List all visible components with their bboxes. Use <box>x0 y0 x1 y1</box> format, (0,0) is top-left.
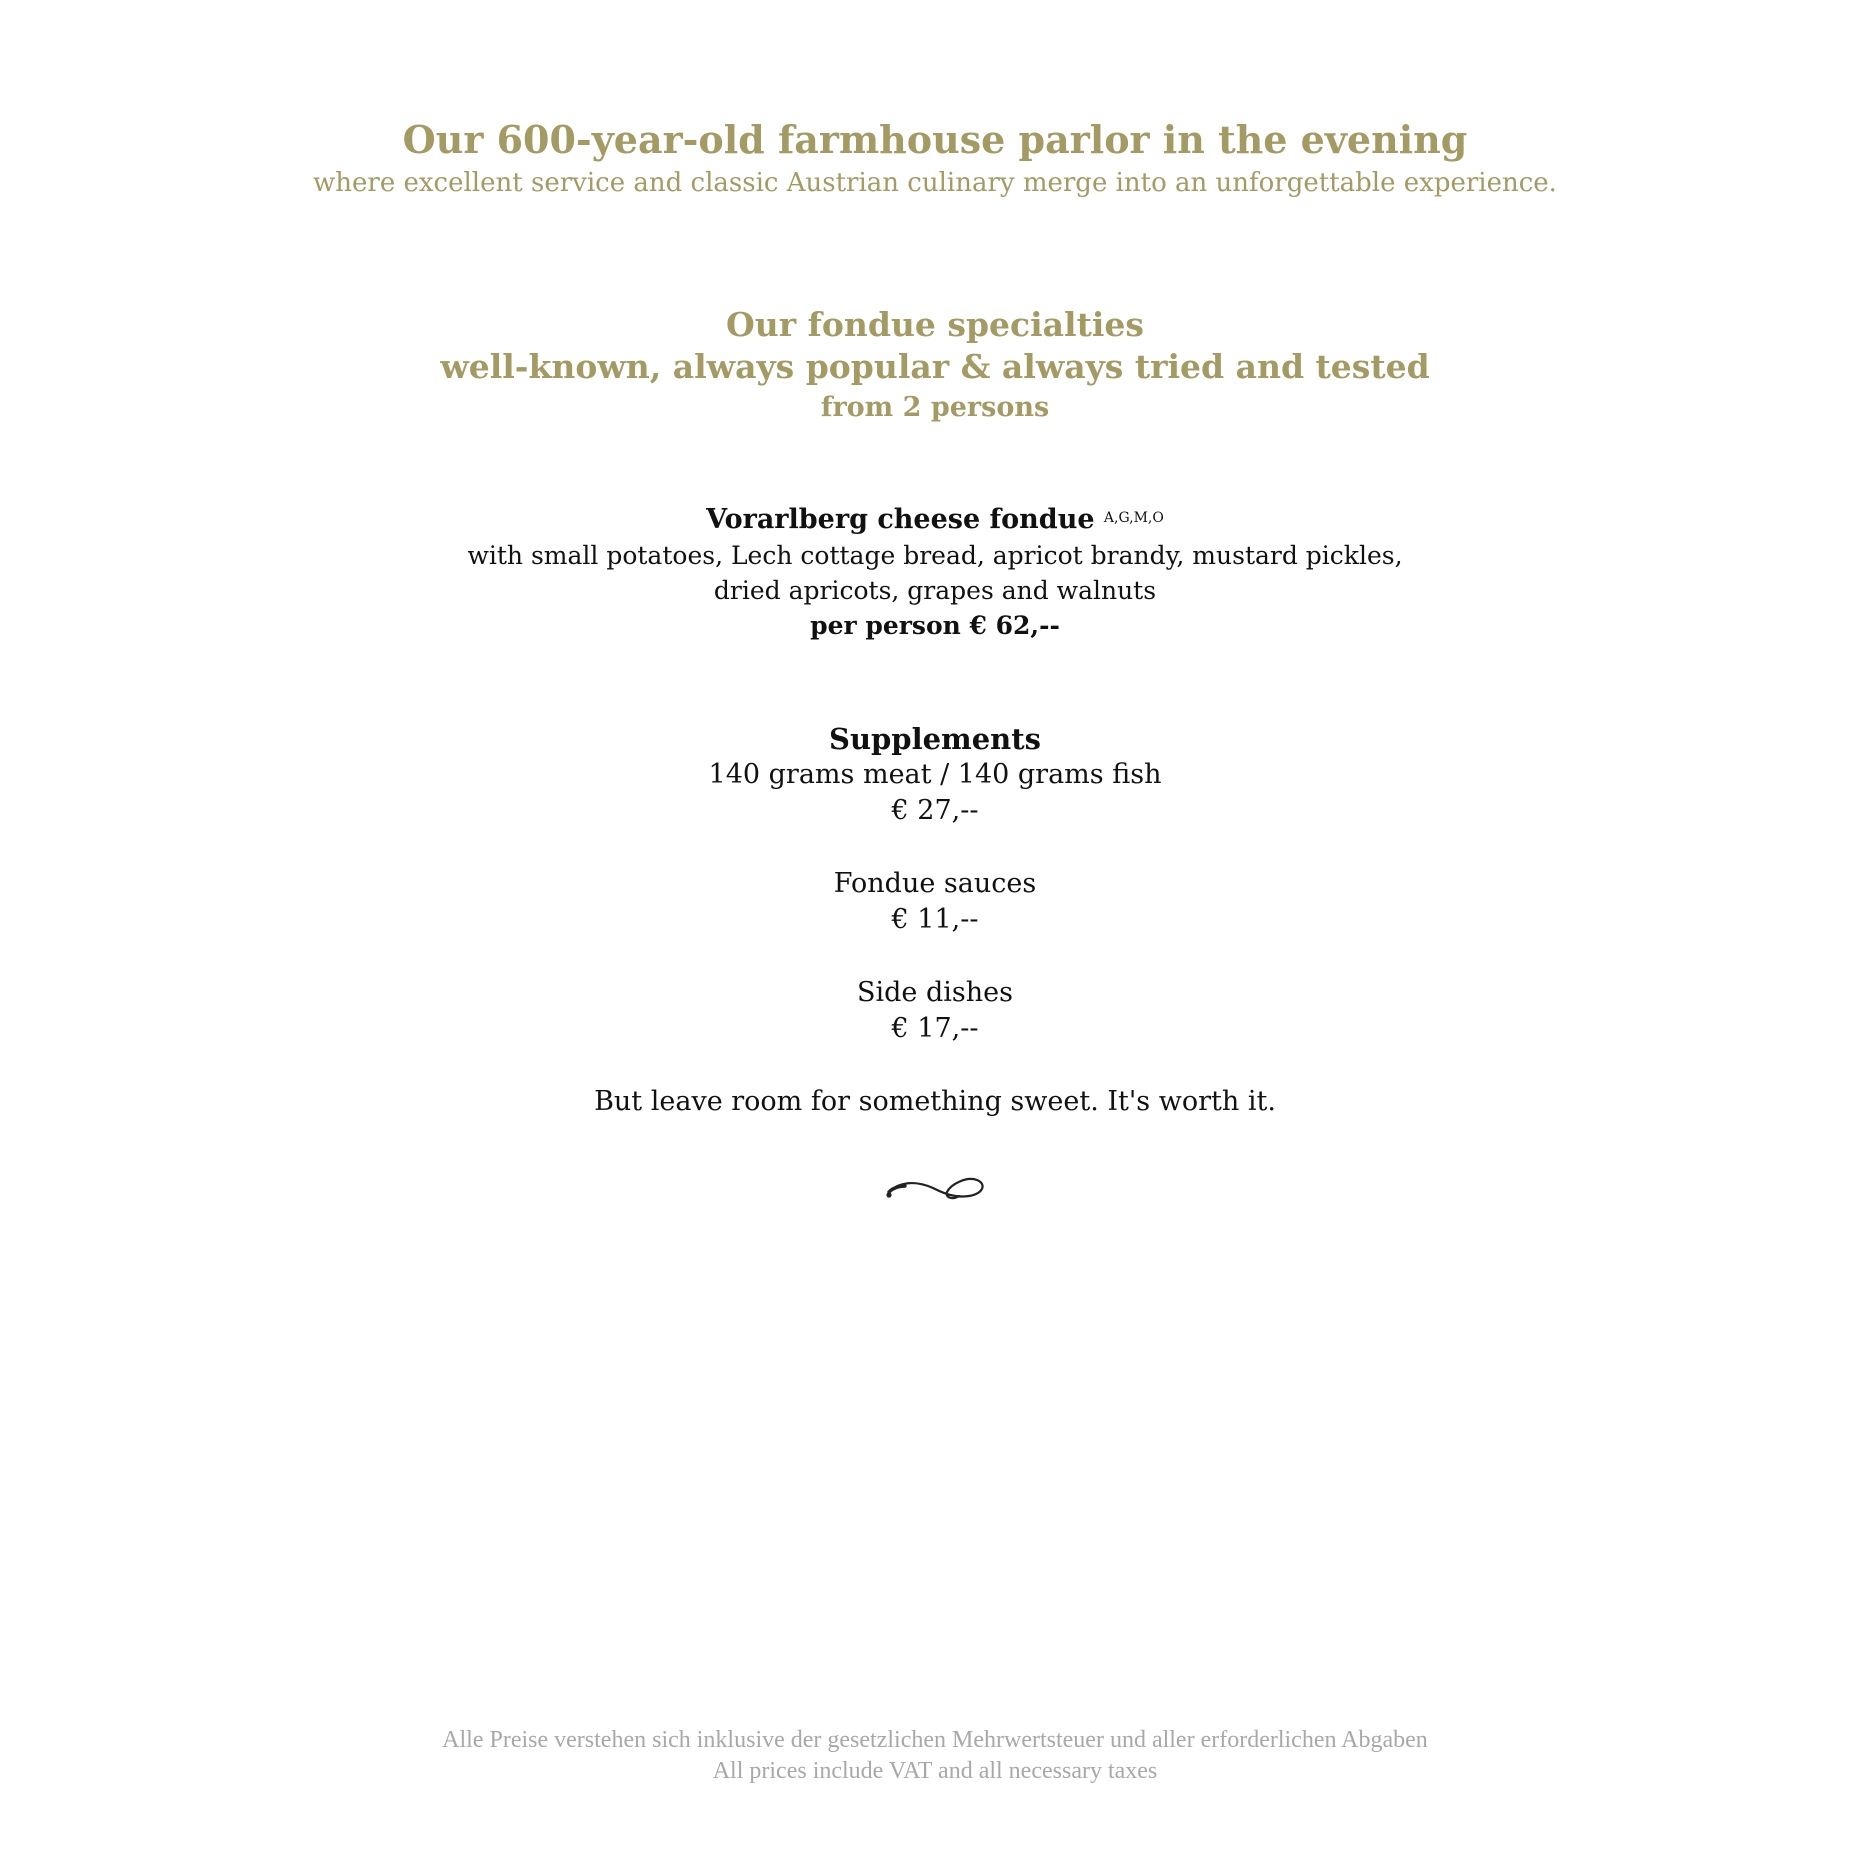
supplement-price: € 27,-- <box>891 795 979 826</box>
menu-item-price: per person € 62,-- <box>810 611 1060 640</box>
intro-subtitle: where excellent service and classic Austrian culinary merge into an unforgettable experience. <box>313 168 1557 198</box>
supplement-price: € 17,-- <box>891 1013 979 1044</box>
flourish-ornament-icon <box>885 1168 989 1208</box>
supplement-name: Side dishes <box>857 977 1013 1008</box>
footer-english: All prices include VAT and all necessary taxes <box>712 1758 1158 1784</box>
footer-german: Alle Preise verstehen sich inklusive der gesetzlichen Mehrwertsteuer und aller erforderlichen Abgaben <box>442 1727 1428 1753</box>
closing-note: But leave room for something sweet. It's worth it. <box>594 1086 1276 1117</box>
fondue-section-tagline: well-known, always popular & always tried and tested <box>440 347 1430 386</box>
menu-item-name-row <box>0 502 1870 538</box>
intro-title: Our 600-year-old farmhouse parlor in the evening <box>402 117 1468 162</box>
supplement-name: Fondue sauces <box>833 868 1037 899</box>
fondue-section-minimum: from 2 persons <box>820 392 1050 423</box>
supplements-title: Supplements <box>829 722 1041 756</box>
allergen-codes: A,G,M,O <box>1103 510 1164 526</box>
fondue-section-title: Our fondue specialties <box>726 305 1144 344</box>
menu-item-name: Vorarlberg cheese fondue <box>706 504 1095 535</box>
menu-item-description-line1: with small potatoes, Lech cottage bread, apricot brandy, mustard pickles, <box>467 541 1403 570</box>
supplement-price: € 11,-- <box>891 904 979 935</box>
menu-item-description-line2: dried apricots, grapes and walnuts <box>713 576 1157 605</box>
supplement-name: 140 grams meat / 140 grams fish <box>708 759 1162 790</box>
